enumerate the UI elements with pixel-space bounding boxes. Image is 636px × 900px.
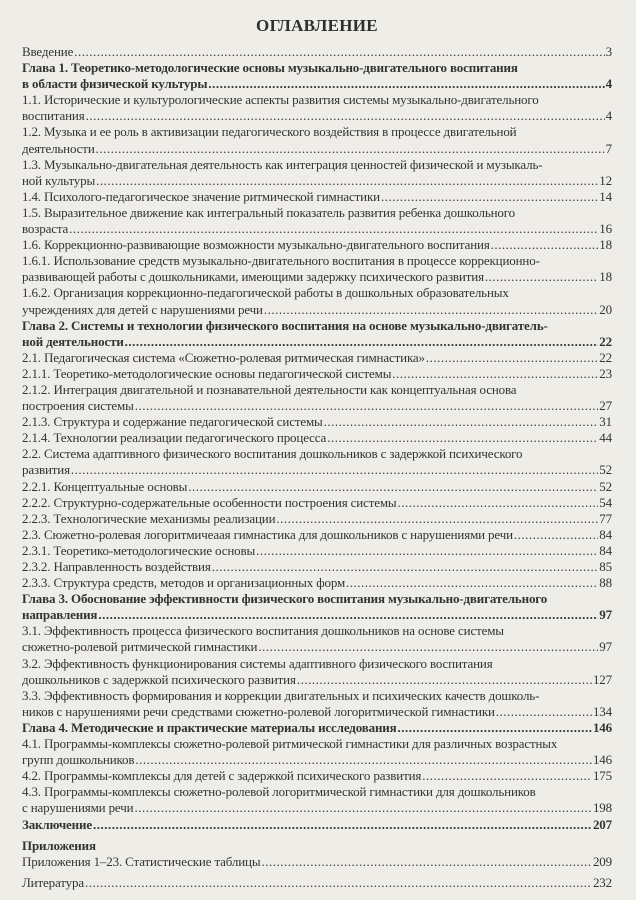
- toc-entry-line: [22, 189, 612, 205]
- dot-leader: [96, 141, 605, 157]
- toc-entry-line: [22, 768, 612, 784]
- toc-entry-text: 2.1. Педагогическая система «Сюжетно-ролевая ритмическая гимнастика»: [22, 349, 425, 365]
- toc-entry-line: [22, 479, 612, 495]
- dot-leader: [86, 108, 605, 124]
- toc-entry-line: [22, 302, 612, 318]
- toc-entry-text: 2.3. Сюжетно-ролевая логоритмичеаая гимнастика для дошкольников с нарушениями речи: [22, 526, 513, 542]
- dot-leader: [93, 817, 592, 833]
- toc-entry-line: [22, 108, 612, 124]
- toc-entry-text: 4.2. Программы-комплексы для детей с задержкой психического развития: [22, 768, 422, 784]
- table-of-contents: [22, 14, 612, 891]
- toc-page-number: 127: [592, 671, 612, 687]
- toc-entry-text: 2.1.2. Интеграция двигательной и познавательной деятельности как концептуальная основа: [22, 381, 517, 397]
- page-title: ОГЛАВЛЕНИЕ: [256, 16, 378, 35]
- dot-leader: [398, 495, 599, 511]
- dot-leader: [514, 527, 598, 543]
- toc-entry-text: 3.1. Эффективность процесса физического воспитания дошкольников на основе системы: [22, 623, 504, 639]
- toc-entry[interactable]: [22, 575, 612, 591]
- toc-entry-text: 2.2.2. Структурно-содержательные особенности построения системы: [22, 494, 397, 510]
- toc-entry-text: 1.6. Коррекционно-развивающие возможности музыкально-двигательного воспитания: [22, 237, 490, 253]
- dot-leader: [392, 366, 598, 382]
- dot-leader: [381, 189, 598, 205]
- toc-entry-line: [22, 511, 612, 527]
- toc-entry-text: 3.2. Эффективность функционирования системы адаптивного физического воспитания: [22, 655, 493, 671]
- toc-entry-line: [22, 285, 612, 301]
- toc-page-number: 23: [599, 365, 612, 381]
- toc-entry[interactable]: [22, 736, 612, 768]
- toc-entry-line: [22, 800, 612, 816]
- toc-entry-line: [22, 92, 612, 108]
- dot-leader: [264, 302, 598, 318]
- toc-entry-text: 2.2. Система адаптивного физического воспитания дошкольников с задержкой психического: [22, 446, 523, 462]
- toc-entry-line: [22, 591, 612, 607]
- toc-entry[interactable]: [22, 784, 612, 816]
- toc-entry-line: [22, 221, 612, 237]
- toc-list: [22, 44, 612, 833]
- toc-entry[interactable]: [22, 543, 612, 559]
- appendix-heading: [22, 838, 612, 854]
- toc-entry-line: [22, 495, 612, 511]
- toc-entry-line: [22, 752, 612, 768]
- toc-page-number: 84: [599, 542, 612, 558]
- toc-entry-text: 1.6.2. Организация коррекционно-педагогической работы в дошкольных образовательных: [22, 285, 509, 301]
- dot-leader: [208, 76, 604, 92]
- toc-entry-line: [22, 334, 612, 350]
- toc-entry[interactable]: [22, 366, 612, 382]
- toc-page-number: 18: [599, 237, 612, 253]
- toc-entry-text: Глава 4. Методические и практические материалы исследования: [22, 719, 397, 735]
- toc-entry-line: [22, 350, 612, 366]
- toc-entry-text: направления: [22, 607, 98, 623]
- toc-entry[interactable]: [22, 253, 612, 285]
- toc-entry[interactable]: [22, 527, 612, 543]
- toc-entry[interactable]: [22, 44, 612, 60]
- dot-leader: [324, 414, 599, 430]
- dot-leader: [135, 398, 599, 414]
- toc-page-number: 52: [599, 478, 612, 494]
- toc-entry-line: [22, 446, 612, 462]
- toc-entry-text: деятельности: [22, 140, 95, 156]
- dot-leader: [485, 269, 598, 285]
- toc-entry-text: Литература: [22, 874, 84, 890]
- toc-entry-text: учреждениях для детей с нарушениями речи: [22, 301, 263, 317]
- dot-leader: [496, 704, 592, 720]
- toc-entry[interactable]: [22, 350, 612, 366]
- toc-entry-text: ников с нарушениями речи средствами сюжетно-ролевой логоритмической гимнастики: [22, 703, 495, 719]
- dot-leader: [71, 462, 598, 478]
- toc-entry[interactable]: [22, 430, 612, 446]
- toc-entry-text: ной деятельности: [22, 333, 124, 349]
- toc-page-number: 16: [599, 221, 612, 237]
- dot-leader: [85, 875, 592, 891]
- dot-leader: [69, 221, 598, 237]
- toc-entry[interactable]: [22, 479, 612, 495]
- toc-entry-text: групп дошкольников: [22, 752, 135, 768]
- toc-page-number: 7: [605, 140, 612, 156]
- toc-entry-line: [22, 366, 612, 382]
- dot-leader: [134, 800, 592, 816]
- toc-entry-text: развивающей работы с дошкольниками, имеющими задержку психического развития: [22, 269, 484, 285]
- toc-page-number: 22: [599, 349, 612, 365]
- toc-entry[interactable]: [22, 688, 612, 720]
- toc-entry[interactable]: [22, 318, 612, 350]
- toc-entry-text: 2.3.3. Структура средств, методов и организационных форм: [22, 575, 346, 591]
- toc-page-number: 85: [599, 559, 612, 574]
- toc-entry[interactable]: [22, 92, 612, 124]
- toc-entry-line: [22, 382, 612, 398]
- toc-entry-line: [22, 253, 612, 269]
- toc-entry-text: Заключение: [22, 816, 92, 832]
- dot-leader: [422, 768, 592, 784]
- toc-entry[interactable]: [22, 768, 612, 784]
- toc-entry-text: сюжетно-ролевой ритмической гимнастики: [22, 639, 258, 655]
- toc-page-number: 44: [599, 430, 612, 446]
- toc-page-number: 52: [599, 462, 612, 478]
- toc-entry-line: [22, 318, 612, 334]
- dot-leader: [212, 559, 599, 575]
- toc-entry-text: 2.1.3. Структура и содержание педагогической системы: [22, 414, 323, 430]
- dot-leader: [491, 237, 599, 253]
- toc-page-number: 12: [599, 172, 612, 188]
- toc-entry-line: [22, 559, 612, 575]
- toc-entry-line: [22, 623, 612, 639]
- toc-entry-text: с нарушениями речи: [22, 800, 134, 816]
- dot-leader: [426, 350, 598, 366]
- toc-entry-text: 3.3. Эффективность формирования и коррекции двигательных и психических качеств дошколь-: [22, 687, 540, 703]
- toc-page-number: 146: [592, 752, 612, 768]
- toc-entry-text: 1.5. Выразительное движение как интегральный показатель развития ребенка дошкольного: [22, 204, 515, 220]
- toc-entry-line: [22, 237, 612, 253]
- appendix-heading-text: Приложения: [22, 837, 96, 853]
- toc-entry-line: [22, 76, 612, 92]
- toc-page-number: 4: [605, 108, 612, 124]
- toc-entry[interactable]: [22, 157, 612, 189]
- toc-entry-line: [22, 575, 612, 591]
- toc-entry-line: [22, 656, 612, 672]
- toc-entry[interactable]: [22, 285, 612, 317]
- toc-entry-text: 2.2.1. Концептуальные основы: [22, 478, 188, 494]
- dot-leader: [74, 44, 604, 60]
- toc-entry-text: 2.3.1. Теоретико-методологические основы: [22, 542, 256, 558]
- toc-page-number: 198: [592, 800, 612, 816]
- toc-page-number: 27: [599, 398, 612, 414]
- toc-entry-line: [22, 543, 612, 559]
- toc-entry-line: [22, 462, 612, 478]
- dot-leader: [256, 543, 598, 559]
- toc-entry-text: Глава 3. Обоснование эффективности физического воспитания музыкально-двигательного: [22, 591, 548, 607]
- toc-entry-line: [22, 173, 612, 189]
- toc-entry-line: [22, 60, 612, 76]
- toc-entry[interactable]: [22, 382, 612, 414]
- toc-entry-line: [22, 124, 612, 140]
- toc-entry[interactable]: [22, 495, 612, 511]
- toc-entry[interactable]: [22, 656, 612, 688]
- toc-page-number: 77: [599, 510, 612, 526]
- toc-entry-text: Приложения 1–23. Статистические таблицы: [22, 853, 261, 869]
- toc-entry-appendix[interactable]: [22, 854, 612, 870]
- toc-page-number: 232: [592, 874, 612, 890]
- dot-leader: [398, 720, 592, 736]
- toc-entry-text: дошкольников с задержкой психического развития: [22, 671, 296, 687]
- toc-page-number: 88: [599, 575, 612, 591]
- toc-page-number: 84: [599, 526, 612, 542]
- toc-page-number: 209: [592, 853, 612, 869]
- toc-entry[interactable]: [22, 559, 612, 575]
- toc-entry-line: [22, 817, 612, 833]
- toc-entry-line: [22, 205, 612, 221]
- toc-entry[interactable]: [22, 124, 612, 156]
- toc-page-number: 20: [599, 301, 612, 317]
- toc-entry-line: [22, 141, 612, 157]
- toc-entry-text: 1.3. Музыкально-двигательная деятельность как интеграция ценностей физической и музыкаль-: [22, 156, 543, 172]
- toc-entry-text: 2.3.2. Направленность воздействия: [22, 559, 211, 574]
- toc-entry-text: воспитания: [22, 108, 85, 124]
- dot-leader: [346, 575, 598, 591]
- toc-entry-text: Глава 2. Системы и технологии физического воспитания на основе музыкально-двигатель-: [22, 317, 548, 333]
- toc-entry-text: 2.2.3. Технологические механизмы реализации: [22, 510, 276, 526]
- dot-leader: [258, 639, 598, 655]
- toc-page-number: 97: [599, 607, 612, 623]
- toc-entry-text: 1.1. Исторические и культурологические аспекты развития системы музыкально-двигательного: [22, 92, 539, 108]
- toc-entry[interactable]: [22, 591, 612, 623]
- toc-entry-line: [22, 688, 612, 704]
- toc-entry[interactable]: [22, 205, 612, 237]
- toc-page-number: 207: [592, 816, 612, 832]
- toc-entry[interactable]: [22, 414, 612, 430]
- toc-entry[interactable]: [22, 446, 612, 478]
- toc-entry[interactable]: [22, 189, 612, 205]
- toc-entry-line: [22, 720, 612, 736]
- toc-entry-text: развития: [22, 462, 70, 478]
- toc-entry-line: [22, 430, 612, 446]
- dot-leader: [276, 511, 598, 527]
- toc-entry[interactable]: [22, 237, 612, 253]
- toc-page-number: 175: [592, 768, 612, 784]
- toc-page-number: 22: [599, 333, 612, 349]
- dot-leader: [98, 607, 598, 623]
- toc-entry-text: построения системы: [22, 398, 134, 414]
- toc-entry-line: [22, 704, 612, 720]
- toc-page-number: 31: [599, 414, 612, 430]
- toc-entry-text: 1.4. Психолого-педагогическое значение ритмической гимнастики: [22, 188, 380, 204]
- toc-page-number: 54: [599, 494, 612, 510]
- toc-entry-text: 1.6.1. Использование средств музыкально-двигательного воспитания в процессе коррекционно-: [22, 253, 540, 269]
- toc-entry-text: 4.1. Программы-комплексы сюжетно-ролевой ритмической гимнастики для различных возрастных: [22, 736, 558, 752]
- toc-entry-literature[interactable]: [22, 875, 612, 891]
- toc-entry-line: [22, 414, 612, 430]
- dot-leader: [327, 430, 598, 446]
- toc-entry-line: [22, 398, 612, 414]
- toc-entry[interactable]: [22, 623, 612, 655]
- toc-page-number: 14: [599, 188, 612, 204]
- toc-entry[interactable]: [22, 60, 612, 92]
- toc-page-number: 146: [592, 719, 612, 735]
- toc-entry-text: 1.2. Музыка и ее роль в активизации педагогического воздействия в процессе двигательной: [22, 124, 517, 140]
- toc-entry-text: в области физической культуры: [22, 76, 208, 92]
- toc-entry[interactable]: [22, 511, 612, 527]
- toc-entry-line: [22, 672, 612, 688]
- dot-leader: [125, 334, 599, 350]
- toc-page-number: 97: [599, 639, 612, 655]
- toc-entry-text: 2.1.4. Технологии реализации педагогического процесса: [22, 430, 327, 446]
- toc-entry[interactable]: [22, 720, 612, 736]
- toc-entry-line: [22, 269, 612, 285]
- toc-entry-line: [22, 527, 612, 543]
- toc-entry-text: возраста: [22, 221, 69, 237]
- toc-page-number: 4: [605, 76, 612, 92]
- toc-entry-line: [22, 44, 612, 60]
- toc-page-number: 18: [599, 269, 612, 285]
- toc-entry-line: [22, 157, 612, 173]
- toc-entry-text: ной культуры: [22, 172, 96, 188]
- dot-leader: [135, 752, 592, 768]
- toc-page-number: 134: [592, 703, 612, 719]
- dot-leader: [297, 672, 592, 688]
- toc-entry-line: [22, 607, 612, 623]
- toc-page-number: 3: [605, 44, 612, 59]
- dot-leader: [261, 854, 592, 870]
- toc-entry[interactable]: [22, 817, 612, 833]
- toc-entry-text: 2.1.1. Теоретико-методологические основы педагогической системы: [22, 365, 392, 381]
- toc-entry-text: Введение: [22, 44, 74, 59]
- toc-entry-line: [22, 639, 612, 655]
- dot-leader: [96, 173, 598, 189]
- dot-leader: [188, 479, 598, 495]
- toc-entry-text: 4.3. Программы-комплексы сюжетно-ролевой логоритмической гимнастики для дошкольников: [22, 784, 536, 800]
- toc-entry-line: [22, 736, 612, 752]
- toc-entry-text: Глава 1. Теоретико-методологические основы музыкально-двигательного воспитания: [22, 60, 518, 76]
- toc-entry-line: [22, 784, 612, 800]
